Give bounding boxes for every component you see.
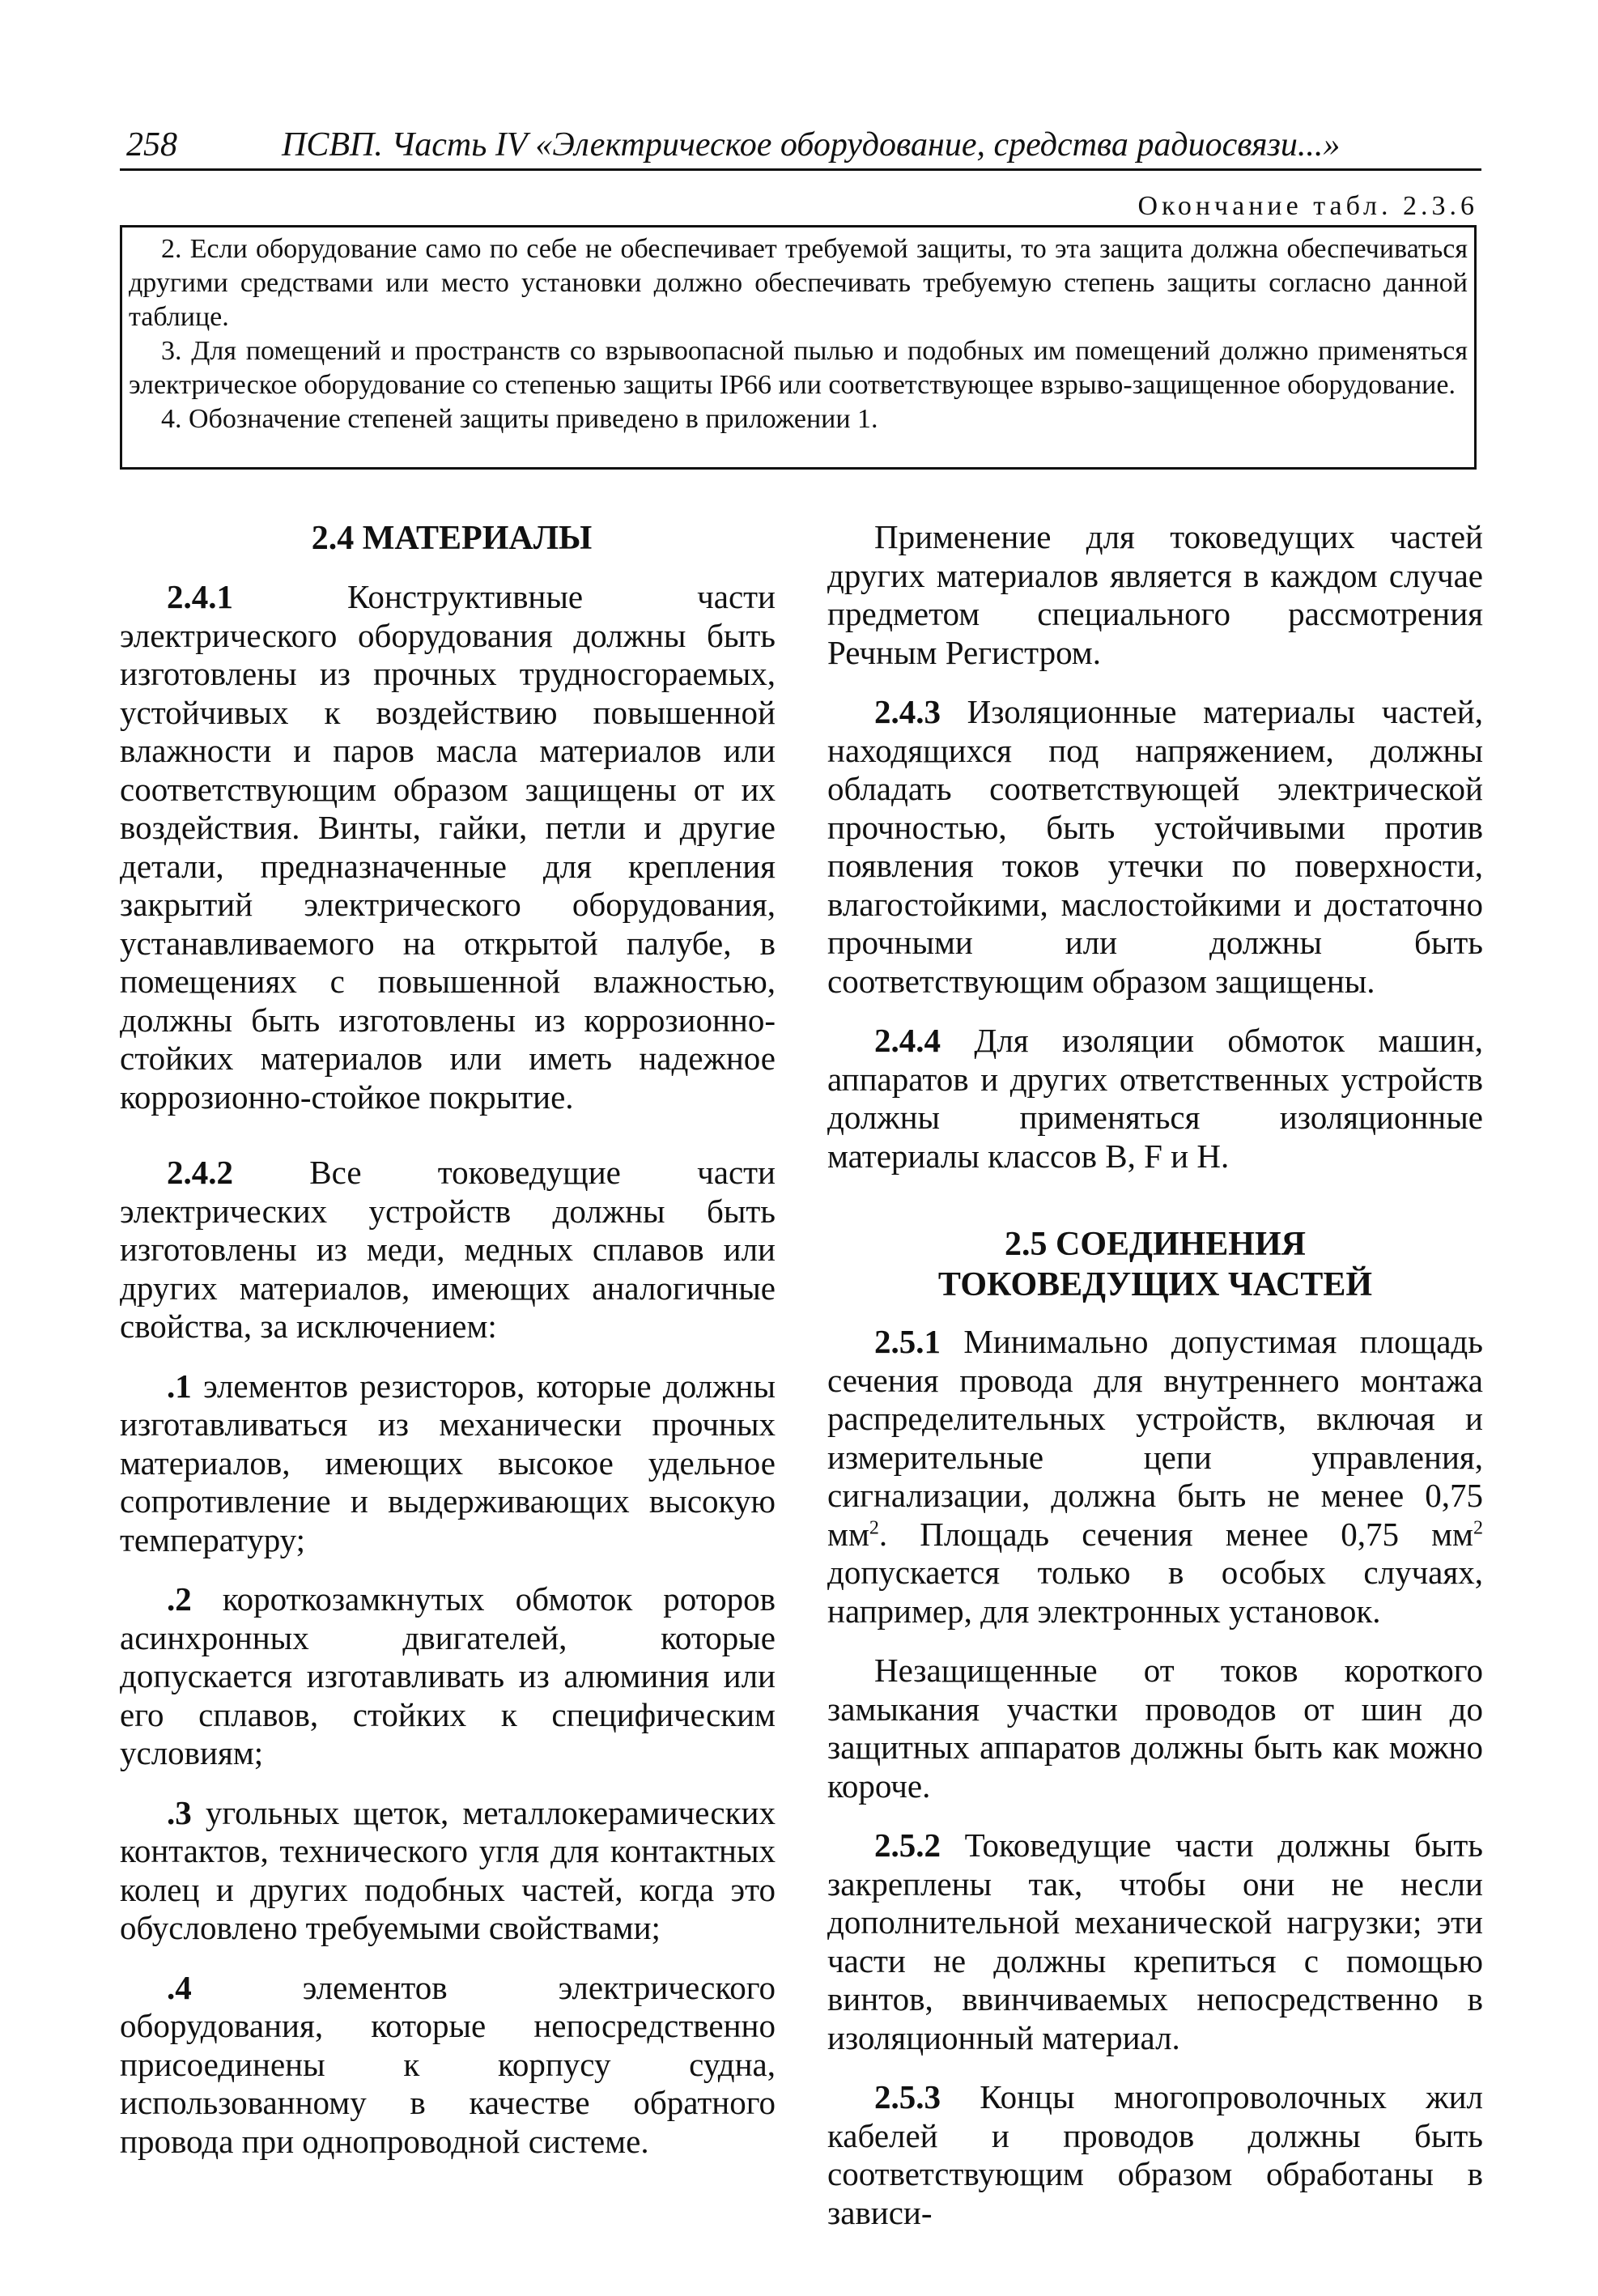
heading-line: ТОКОВЕДУЩИХ ЧАСТЕЙ (937, 1266, 1373, 1303)
item-text: короткозамкнутых обмоток роторов асинхронных двигателей, которые допускается изготавливать из алюминия или его сплавов, стойких к специфическим условиям; (120, 1580, 776, 1771)
paragraph-2-5-1-second: Незащищенные от токов короткого замыкания участки проводов от шин до защитных аппаратов должны быть как можно короче. (827, 1652, 1483, 1805)
paragraph-2-4-2 (120, 1154, 776, 1346)
clause-text: Концы многопроволочных жил кабелей и проводов должны быть соответствующим образом обработаны в зависи- (827, 2078, 1484, 2231)
table-caption: Окончание табл. 2.3.6 (1137, 191, 1478, 221)
clause-text: Изоляционные материалы частей, находящихся под напряжением, должны обладать соответствующей электрической прочностью, быть устойчивыми против появления токов утечки по поверхности, влагостойкими, маслостойкими и достаточно прочными или должны быть соответствующим образом защищены. (827, 693, 1483, 1000)
table-notes-box (120, 225, 1477, 470)
right-column (827, 518, 1483, 2232)
left-column (120, 518, 776, 2161)
list-item-2 (120, 1580, 776, 1773)
paragraph-2-5-1 (827, 1323, 1483, 1631)
running-title: ПСВП. Часть IV «Электрическое оборудование, средства радиосвязи...» (282, 126, 1341, 164)
superscript: 2 (869, 1516, 879, 1538)
clause-number: 2.5.3 (874, 2078, 941, 2115)
clause-number: 2.5.1 (874, 1323, 941, 1360)
clause-text: Конструктивные части электрического оборудования должны быть изготовлены из прочных трудносгораемых, устойчивых к воздействию повышенной влажности и паров масла материалов или соответствующим образом защищены от их воздействия. Винты, гайки, петли и другие детали, предназначенные для крепления закрытий электрического оборудования, устанавливаемого на открытой палубе, в помещениях с повышенной влажностью, должны быть изготовлены из коррозионно-стойких материалов или иметь надежное коррозионно-стойкое покрытие. (120, 578, 776, 1116)
heading-line: 2.5 СОЕДИНЕНИЯ (1005, 1226, 1306, 1263)
list-item-4 (120, 1969, 776, 2162)
clause-text: . Площадь сечения менее 0,75 мм (878, 1515, 1473, 1553)
superscript: 2 (1473, 1516, 1483, 1538)
paragraph-continuation: Применение для токоведущих частей других материалов является в каждом случае предметом специального рассмотрения Речным Регистром. (827, 518, 1483, 671)
page-header (120, 121, 1481, 171)
section-heading-2-5 (827, 1224, 1483, 1305)
clause-text: Токоведущие части должны быть закреплены так, чтобы они не несли дополнительной механической нагрузки; эти части не должны крепиться с помощью винтов, ввинчиваемых непосредственно в изоляционный материал. (827, 1826, 1484, 2056)
clause-number: 2.4.2 (167, 1154, 233, 1191)
table-note: 2. Если оборудование само по себе не обеспечивает требуемой защиты, то эта защита должна обеспечиваться другими средствами или место установки должно обеспечивать требуемую степень защиты согласно данной таблице. (129, 234, 1468, 332)
item-number: .4 (167, 1968, 192, 2006)
section-heading-2-4: 2.4 МАТЕРИАЛЫ (311, 520, 593, 557)
clause-text: допускается только в особых случаях, например, для электронных установок. (827, 1554, 1483, 1630)
paragraph-2-4-3 (827, 693, 1483, 1001)
clause-number: 2.4.3 (874, 693, 941, 730)
clause-number: 2.4.4 (874, 1022, 941, 1059)
item-number: .3 (167, 1793, 192, 1831)
clause-number: 2.4.1 (167, 578, 233, 615)
paragraph-2-4-4 (827, 1022, 1483, 1176)
table-note: 4. Обозначение степеней защиты приведено в приложении 1. (161, 404, 878, 434)
list-item-3 (120, 1794, 776, 1948)
paragraph-2-5-3 (827, 2078, 1483, 2232)
paragraph-2-4-1 (120, 578, 776, 1116)
paragraph-2-5-2 (827, 1826, 1483, 2057)
item-text: угольных щеток, металлокерамических контактов, технического угля для контактных колец и других подобных частей, когда это обусловлено требуемыми свойствами; (120, 1793, 776, 1946)
clause-text: Минимально допустимая площадь сечения провода для внутреннего монтажа распределительных устройств, включая и измерительные цепи управления, сигнализации, должна быть не менее 0,75 мм (827, 1323, 1483, 1553)
item-text: элементов резисторов, которые должны изготавливаться из механически прочных материалов, имеющих высокое удельное сопротивление и выдерживающих высокую температуру; (120, 1367, 776, 1558)
item-number: .1 (167, 1367, 192, 1405)
table-note: 3. Для помещений и пространств со взрывоопасной пылью и подобных им помещений должно применяться электрическое оборудование со степенью защиты IP66 или соответствующее взрыво-защищенное оборудование. (129, 336, 1468, 400)
clause-text: Для изоляции обмоток машин, аппаратов и других ответственных устройств должны применяться изоляционные материалы классов B, F и H. (827, 1022, 1484, 1175)
page-number: 258 (126, 126, 177, 164)
clause-number: 2.5.2 (874, 1826, 941, 1864)
list-item-1 (120, 1367, 776, 1560)
item-text: элементов электрического оборудования, которые непосредственно присоединены к корпусу судна, использованному в качестве обратного провода при однопроводной системе. (120, 1968, 776, 2160)
clause-text: Все токоведущие части электрических устройств должны быть изготовлены из меди, медных сплавов или других материалов, имеющих аналогичные свойства, за исключением: (120, 1154, 776, 1345)
item-number: .2 (167, 1580, 192, 1618)
